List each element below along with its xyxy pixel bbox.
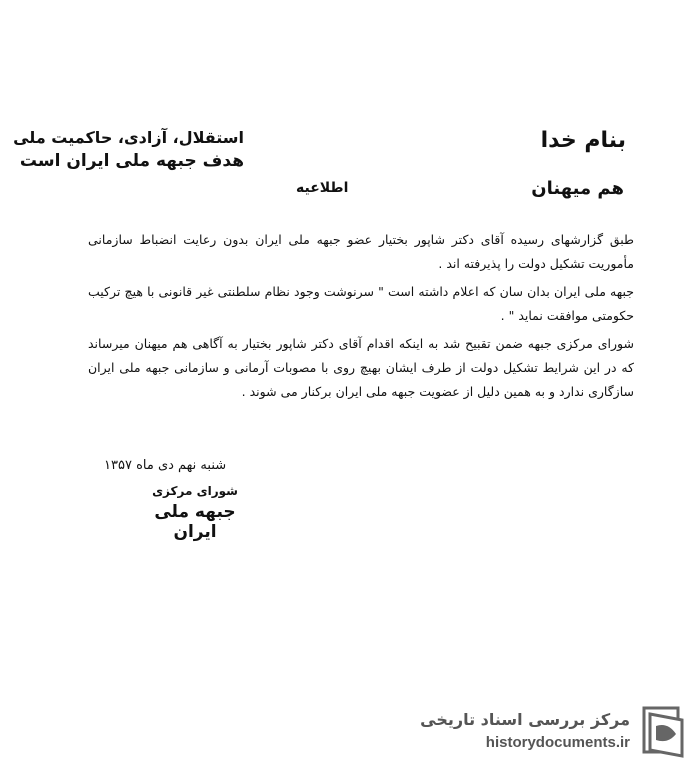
signature-organization: جبهه ملی ایران [154, 502, 236, 542]
motto-line-1: استقلال، آزادی، حاکمیت ملی [13, 128, 244, 147]
bismillah-heading: بنام خدا [540, 128, 626, 153]
watermark-title: مرکز بررسی اسناد تاریخی [420, 710, 630, 729]
watermark [402, 704, 692, 762]
announcement-label: اطلاعیه [296, 180, 349, 196]
salutation: هم میهنان [531, 178, 624, 199]
signature-block [130, 484, 260, 542]
watermark-url: historydocuments.ir [485, 734, 630, 751]
body-paragraph-2: جبهه ملی ایران بدان سان که اعلام داشته است " سرنوشت وجود نظام سلطنتی غیر قانونی با هیچ ترکیب حکومتی موافقت نماید " . [88, 284, 634, 323]
organization-motto [13, 128, 244, 171]
archive-logo-icon [638, 704, 686, 758]
announcement-body [88, 228, 634, 408]
document-date: شنبه نهم دی ماه ۱۳۵۷ [104, 458, 227, 473]
signature-council: شورای مرکزی [152, 484, 238, 498]
body-paragraph-3: شورای مرکزی جبهه ضمن تقبیح شد به اینکه اقدام آقای دکتر شاپور بختیار به آگاهی هم میهنان میرساند که در این شرایط تشکیل دولت از طرف ایشان بهیچ روی با مصوبات آرمانی و سازمانی جبهه ملی ایران سازگاری ندارد و به همین دلیل از عضویت جبهه ملی ایران برکنار می شوند . [88, 336, 634, 399]
body-paragraph-1: طبق گزارشهای رسیده آقای دکتر شاپور بختیار عضو جبهه ملی ایران بدون رعایت انضباط سازمانی مأموریت تشکیل دولت را پذیرفته اند . [88, 232, 634, 271]
motto-line-2: هدف جبهه ملی ایران است [19, 151, 244, 171]
